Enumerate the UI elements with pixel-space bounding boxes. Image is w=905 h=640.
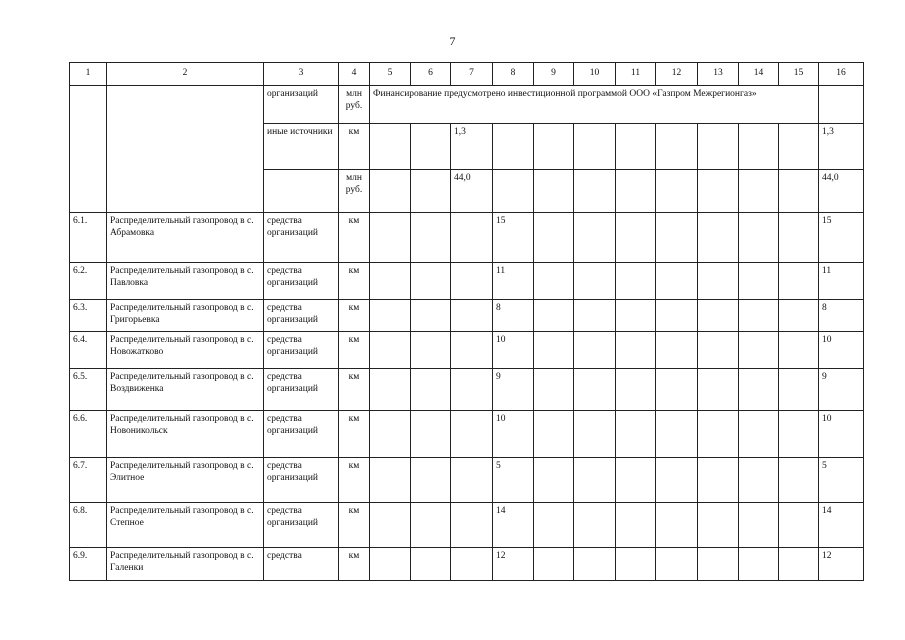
column-number-row [70, 63, 864, 86]
funding-source: средства [264, 548, 339, 581]
item-name: Распределительный газопровод в с. Галенки [107, 548, 264, 581]
unit: км [339, 213, 370, 263]
column-header: 7 [451, 63, 493, 86]
funding-source: средства организаций [264, 213, 339, 263]
funding-source: средства организаций [264, 263, 339, 300]
total-value: 14 [819, 503, 864, 548]
table-row [70, 263, 864, 300]
table-row [70, 458, 864, 503]
item-name: Распределительный газопровод в с. Новожатково [107, 332, 264, 369]
year-value: 14 [493, 503, 534, 548]
column-header: 5 [370, 63, 411, 86]
unit: км [339, 332, 370, 369]
unit: млн руб. [339, 170, 370, 213]
item-name: Распределительный газопровод в с. Новоникольск [107, 411, 264, 458]
unit: км [339, 124, 370, 170]
column-header: 14 [739, 63, 779, 86]
funding-source: средства организаций [264, 300, 339, 332]
total-value: 9 [819, 369, 864, 411]
unit: км [339, 503, 370, 548]
total-value: 5 [819, 458, 864, 503]
total-value: 44,0 [819, 170, 864, 213]
program-table [69, 62, 864, 581]
item-number: 6.2. [70, 263, 107, 300]
empty-cell [70, 86, 107, 213]
total-value: 12 [819, 548, 864, 581]
table-row [70, 332, 864, 369]
total-value: 10 [819, 411, 864, 458]
year-value: 11 [493, 263, 534, 300]
column-header: 13 [698, 63, 739, 86]
unit: км [339, 263, 370, 300]
unit: км [339, 369, 370, 411]
column-header: 2 [107, 63, 264, 86]
unit: млн руб. [339, 86, 370, 124]
item-number: 6.6. [70, 411, 107, 458]
item-name: Распределительный газопровод в с. Абрамовка [107, 213, 264, 263]
year-value: 12 [493, 548, 534, 581]
total-value [819, 86, 864, 124]
total-value: 10 [819, 332, 864, 369]
year-value: 1,3 [451, 124, 493, 170]
year-value: 9 [493, 369, 534, 411]
table-row [70, 503, 864, 548]
funding-source: средства организаций [264, 503, 339, 548]
total-value: 11 [819, 263, 864, 300]
empty-cell [107, 86, 264, 213]
funding-source: организаций [264, 86, 339, 124]
column-header: 1 [70, 63, 107, 86]
table-row [70, 369, 864, 411]
column-header: 8 [493, 63, 534, 86]
unit: км [339, 458, 370, 503]
year-value: 44,0 [451, 170, 493, 213]
item-name: Распределительный газопровод в с. Павловка [107, 263, 264, 300]
unit: км [339, 411, 370, 458]
year-value: 5 [493, 458, 534, 503]
funding-source: средства организаций [264, 458, 339, 503]
unit: км [339, 548, 370, 581]
funding-source: иные источники [264, 124, 339, 170]
column-header: 4 [339, 63, 370, 86]
column-header: 11 [616, 63, 656, 86]
item-number: 6.3. [70, 300, 107, 332]
table-row [70, 300, 864, 332]
column-header: 15 [779, 63, 819, 86]
unit: км [339, 300, 370, 332]
funding-source: средства организаций [264, 411, 339, 458]
table-row [70, 411, 864, 458]
item-number: 6.5. [70, 369, 107, 411]
item-name: Распределительный газопровод в с. Григорьевка [107, 300, 264, 332]
column-header: 9 [534, 63, 574, 86]
column-header: 10 [574, 63, 616, 86]
page-number: 7 [449, 34, 456, 48]
funding-source [264, 170, 339, 213]
table-row [70, 86, 864, 124]
item-number: 6.1. [70, 213, 107, 263]
item-name: Распределительный газопровод в с. Степное [107, 503, 264, 548]
total-value: 15 [819, 213, 864, 263]
item-name: Распределительный газопровод в с. Воздвиженка [107, 369, 264, 411]
year-value: 10 [493, 411, 534, 458]
year-value: 10 [493, 332, 534, 369]
item-number: 6.4. [70, 332, 107, 369]
total-value: 8 [819, 300, 864, 332]
item-number: 6.7. [70, 458, 107, 503]
funding-source: средства организаций [264, 369, 339, 411]
column-header: 12 [656, 63, 698, 86]
column-header: 16 [819, 63, 864, 86]
funding-source: средства организаций [264, 332, 339, 369]
column-header: 6 [411, 63, 451, 86]
column-header: 3 [264, 63, 339, 86]
table-row [70, 213, 864, 263]
item-number: 6.9. [70, 548, 107, 581]
total-value: 1,3 [819, 124, 864, 170]
year-value: 8 [493, 300, 534, 332]
item-number: 6.8. [70, 503, 107, 548]
table-row [70, 548, 864, 581]
item-name: Распределительный газопровод в с. Элитное [107, 458, 264, 503]
year-value: 15 [493, 213, 534, 263]
financing-note: Финансирование предусмотрено инвестиционной программой ООО «Газпром Межрегионгаз» [370, 86, 819, 124]
